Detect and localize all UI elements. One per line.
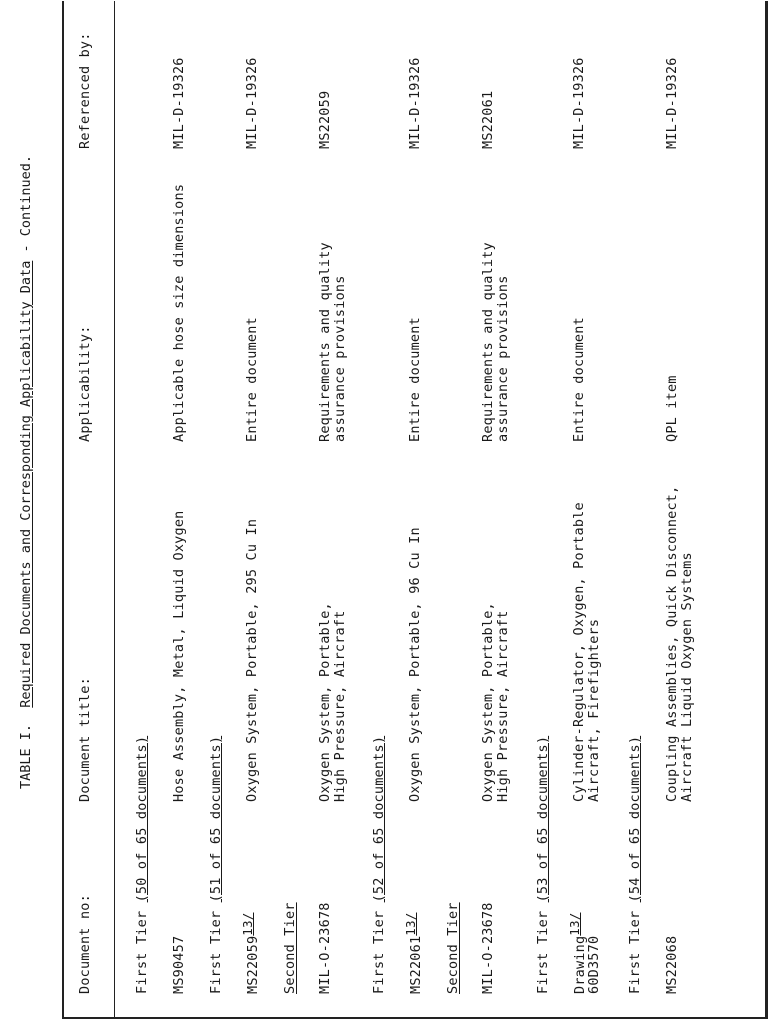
doc-title-line: Aircraft, Firefighters — [586, 618, 602, 802]
footnote-ref: 13/ — [403, 912, 418, 936]
doc-title-line: Aircraft Liquid Oxygen Systems — [679, 552, 695, 802]
header-rule — [114, 1, 115, 1019]
doc-referenced-by: MIL-D-19326 — [571, 57, 587, 149]
footnote-ref: 13/ — [240, 912, 255, 936]
tier-heading: First Tier (51 of 65 documents) — [208, 735, 224, 994]
doc-applicability-line: assurance provisions — [332, 275, 348, 442]
doc-title-line: Cylinder-Regulator, Oxygen, Portable — [571, 502, 587, 802]
doc-number-line2: 60D3570 — [586, 935, 602, 994]
tier-heading: First Tier (50 of 65 documents) — [134, 735, 150, 994]
doc-applicability: QPL item — [664, 375, 680, 442]
doc-title-line: High Pressure, Aircraft — [332, 610, 348, 802]
doc-title-line: Coupling Assemblies, Quick Disconnect, — [664, 485, 680, 802]
header-applicability: Applicability: — [77, 325, 93, 442]
doc-number: Drawing13/ — [567, 912, 588, 994]
doc-applicability-line: Requirements and quality — [317, 242, 333, 442]
doc-referenced-by: MIL-D-19326 — [244, 57, 260, 149]
doc-referenced-by: MS22059 — [317, 90, 333, 149]
doc-applicability: Entire document — [407, 317, 423, 442]
caption-suffix: - Continued. — [18, 154, 34, 253]
doc-number: MS90457 — [171, 935, 187, 994]
doc-number: MIL-O-23678 — [480, 902, 496, 994]
caption-title: Required Documents and Corresponding Applicability Data — [18, 260, 34, 708]
doc-title-line: Oxygen System, Portable, — [480, 602, 496, 802]
tier-heading: First Tier (54 of 65 documents) — [627, 735, 643, 994]
doc-applicability-line: Requirements and quality — [480, 242, 496, 442]
doc-referenced-by: MIL-D-19326 — [171, 57, 187, 149]
doc-title: Oxygen System, Portable, 96 Cu In — [407, 527, 423, 802]
header-document-no: Document no: — [77, 894, 93, 994]
doc-number: MIL-O-23678 — [317, 902, 333, 994]
caption-prefix: TABLE I. — [18, 723, 34, 789]
doc-number: MS2206113/ — [403, 912, 424, 994]
doc-applicability: Applicable hose size dimensions — [171, 183, 187, 442]
second-tier-heading: Second Tier — [445, 902, 461, 994]
footnote-ref: 13/ — [567, 912, 582, 936]
doc-applicability-line: assurance provisions — [495, 275, 511, 442]
doc-title-line: High Pressure, Aircraft — [495, 610, 511, 802]
doc-title-line: Oxygen System, Portable, — [317, 602, 333, 802]
doc-number: MS22068 — [664, 935, 680, 994]
doc-number: MS2205913/ — [240, 912, 261, 994]
doc-referenced-by: MIL-D-19326 — [664, 57, 680, 149]
doc-applicability: Entire document — [571, 317, 587, 442]
table-frame — [62, 1, 768, 1019]
table-caption — [18, 155, 34, 789]
doc-applicability: Entire document — [244, 317, 260, 442]
doc-referenced-by: MIL-D-19326 — [407, 57, 423, 149]
doc-title: Hose Assembly, Metal, Liquid Oxygen — [171, 510, 187, 802]
header-referenced-by: Referenced by: — [77, 32, 93, 149]
doc-referenced-by: MS22061 — [480, 90, 496, 149]
tier-heading: First Tier (52 of 65 documents) — [371, 735, 387, 994]
second-tier-heading: Second Tier — [282, 902, 298, 994]
doc-title: Oxygen System, Portable, 295 Cu In — [244, 518, 260, 802]
tier-heading: First Tier (53 of 65 documents) — [535, 735, 551, 994]
header-document-title: Document title: — [77, 677, 93, 802]
